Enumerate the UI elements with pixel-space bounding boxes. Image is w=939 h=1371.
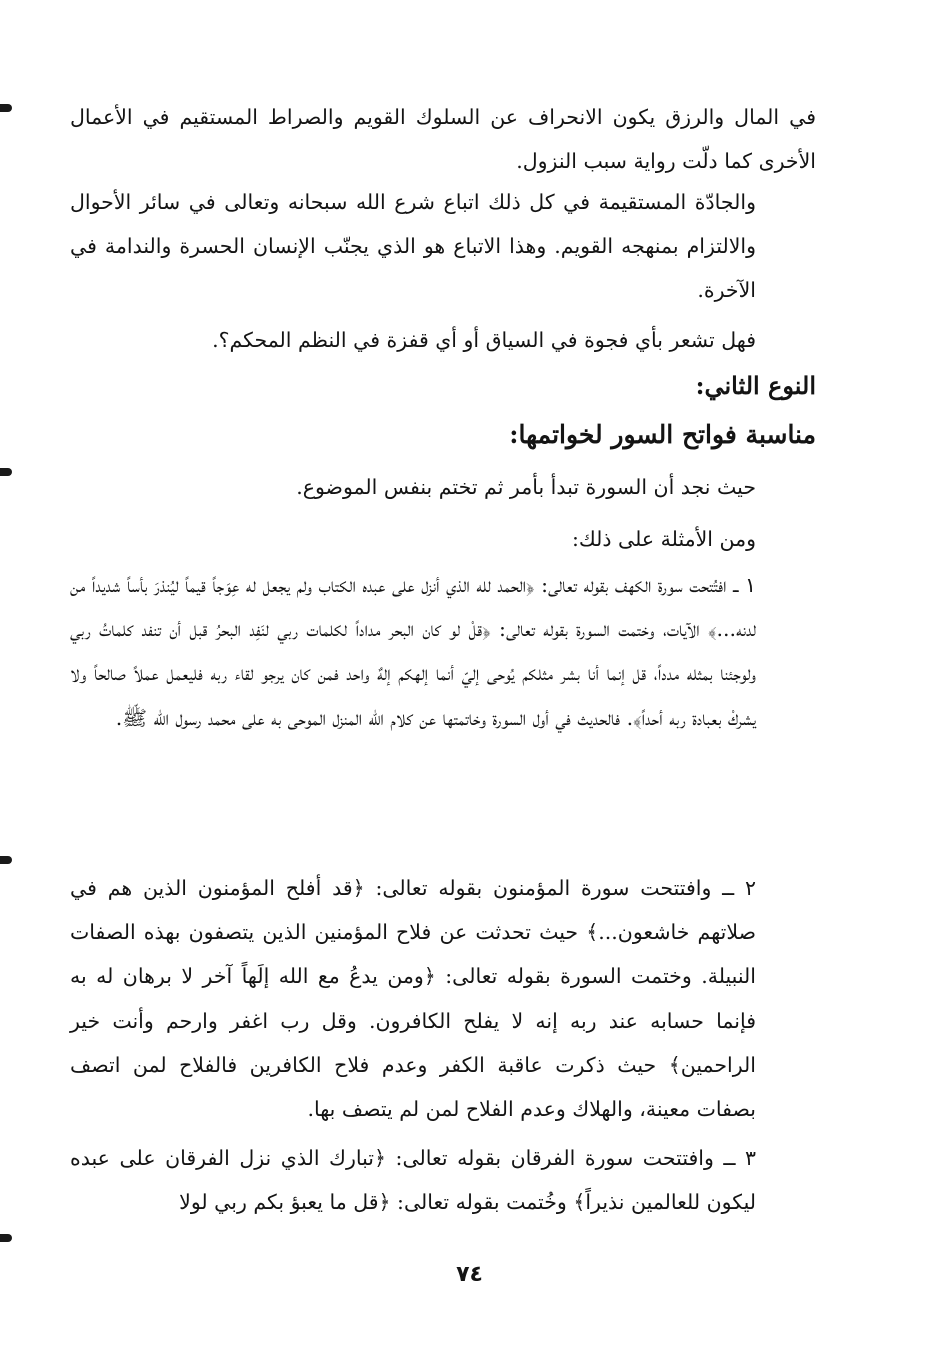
- paragraph-text: ١ ــ افتُتحت سورة الكهف بقوله تعالى: ﴿الحمد لله الذي أنزل على عبده الكتاب ولم يجعل له عِوَجاً قيماً ليُنذرَ بأساً شديداً من لدنه...﴾ الآيات، وختمت السورة بقوله تعالى: ﴿قلْ لو كان البحر مداداً لكلمات ربي لنَفِد البحرُ قبل أن تنفد كلماتُ ربي ولوجئنا بمثله مدداً، قل إنما أنا بشر مثلكم يُوحى إليّ أنما إلهكم إلهٌ واحد فمن كان يرجو لقاء ربه فليعمل عملاً صالحاً ولا يشركْ بعبادة ربه أحداً﴾. فالحديث في أول السورة وخاتمتها عن كلام الله المنزل الموحى به على محمد رسول الله ﷺ.: [70, 573, 756, 730]
- scan-edge-mark: [0, 856, 12, 864]
- scan-edge-mark: [0, 468, 12, 476]
- paragraph-text: في المال والرزق يكون الانحراف عن السلوك القويم والصراط المستقيم في الأعمال الأخرى كما دلّت رواية سبب النزول.: [70, 105, 816, 174]
- paragraph-text: حيث نجد أن السورة تبدأ بأمر ثم تختم بنفس الموضوع.: [296, 475, 756, 499]
- scan-edge-mark: [0, 104, 12, 112]
- paragraph-3: [70, 318, 816, 362]
- paragraph-text: ٣ ــ وافتتحت سورة الفرقان بقوله تعالى: ﴿تبارك الذي نزل الفرقان على عبده ليكون للعالمين نذيراً﴾ وخُتمت بقوله تعالى: ﴿قل ما يعبؤ بكم ربي لولا: [70, 1146, 756, 1215]
- paragraph-2: [70, 180, 816, 313]
- paragraph-text: ومن الأمثلة على ذلك:: [571, 527, 756, 551]
- example-3: [70, 1136, 816, 1224]
- page-number: ٧٤: [456, 1262, 483, 1287]
- scan-edge-mark: [0, 1234, 12, 1242]
- paragraph-7: [70, 517, 816, 561]
- example-2: [70, 866, 816, 1131]
- paragraph-text: والجادّة المستقيمة في كل ذلك اتباع شرع الله سبحانه وتعالى في سائر الأحوال والالتزام بمنهجه القويم. وهذا الاتباع هو الذي يجنّب الإنسان الحسرة والندامة في الآخرة.: [70, 190, 756, 303]
- heading-text: مناسبة فواتح السور لخواتمها:: [509, 420, 816, 449]
- paragraph-1: [70, 95, 816, 183]
- subsection-heading: [70, 413, 816, 457]
- heading-text: النوع الثاني:: [695, 371, 816, 400]
- example-1: [70, 563, 816, 740]
- paragraph-text: فهل تشعر بأي فجوة في السياق أو أي قفزة في النظم المحكم؟.: [212, 328, 756, 352]
- section-heading: [70, 364, 816, 408]
- paragraph-text: ٢ ــ وافتتحت سورة المؤمنون بقوله تعالى: ﴿قد أفلح المؤمنون الذين هم في صلاتهم خاشعون...﴾ حيث تحدثت عن فلاح المؤمنين الذين يتصفون بهذه الصفات النبيلة. وختمت السورة بقوله تعالى: ﴿ومن يدعُ مع الله إلَهاً آخر لا برهان له به فإنما حسابه عند ربه إنه لا يفلح الكافرون. وقل رب اغفر وارحم وأنت خير الراحمين﴾ حيث ذكرت عاقبة الكفر وعدم فلاح الكافرين فالفلاح لمن اتصف بصفات معينة، والهلاك وعدم الفلاح لمن لم يتصف بها.: [70, 876, 756, 1122]
- paragraph-6: [70, 465, 816, 509]
